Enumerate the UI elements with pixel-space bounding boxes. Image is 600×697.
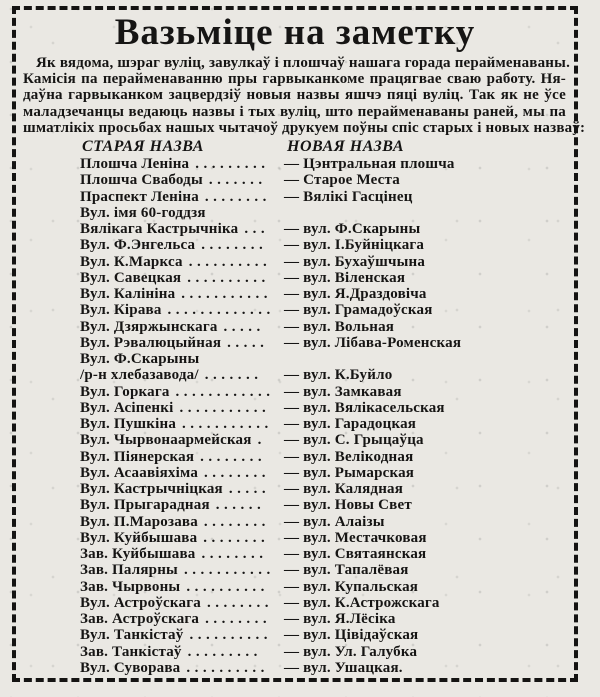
old-street-name: Вул. Суворава xyxy=(80,659,181,676)
rename-row xyxy=(80,335,574,351)
old-street-name: Зав. Палярны xyxy=(80,562,178,579)
dot-leader: ........... xyxy=(182,416,273,433)
old-street-name: Вул. Рэвалюцыйная xyxy=(80,334,222,351)
new-street-name: — Вялікі Гасцінец xyxy=(284,188,413,205)
rename-row xyxy=(80,660,574,676)
old-street-name-cell xyxy=(80,351,284,367)
old-street-name-cell xyxy=(80,302,284,318)
rename-row xyxy=(80,319,574,335)
old-street-name: Вул. П.Марозава xyxy=(80,513,198,530)
new-street-name: — Старое Места xyxy=(284,172,400,189)
new-name-column-header: НОВАЯ НАЗВА xyxy=(287,138,405,156)
rename-row xyxy=(80,432,574,448)
dot-leader: ........ xyxy=(204,188,271,205)
old-street-name-cell xyxy=(80,156,284,172)
dot-leader: .......... xyxy=(189,627,272,644)
old-street-name: Зав. Танкістаў xyxy=(80,643,182,660)
old-street-name-cell xyxy=(80,384,284,400)
new-street-name: — вул. Калядная xyxy=(284,481,404,498)
old-street-name: Вул. Калініна xyxy=(80,286,176,303)
old-street-name: Вул. Ф.Скарыны xyxy=(80,351,200,368)
old-name-column-header: СТАРАЯ НАЗВА xyxy=(82,138,204,156)
rename-row xyxy=(80,449,574,465)
old-street-name-cell xyxy=(80,286,284,302)
old-street-name-cell xyxy=(80,172,284,188)
old-street-name: Вул. Асіпенкі xyxy=(80,399,174,416)
rename-row xyxy=(80,156,574,172)
dot-leader: .......... xyxy=(186,659,269,676)
dot-leader: ..... xyxy=(227,334,269,351)
old-street-name-cell xyxy=(80,449,284,465)
rename-row xyxy=(80,611,574,627)
rename-row xyxy=(80,367,574,383)
intro-line: Як вядома, шэраг вуліц, завулкаў і плошчаў нашага горада перайменаваны. xyxy=(36,55,571,71)
old-street-name: Вул. Пушкіна xyxy=(80,416,177,433)
dashed-clip-border xyxy=(12,6,586,682)
dot-leader: ........ xyxy=(201,237,268,254)
rename-row xyxy=(80,172,574,188)
old-street-name: Зав. Куйбышава xyxy=(80,546,196,563)
new-street-name: — вул. Рымарская xyxy=(284,464,415,481)
dot-leader: ........... xyxy=(183,562,275,579)
new-street-name: — вул. Лібава-Роменская xyxy=(284,334,462,351)
old-street-name: Зав. Чырвоны xyxy=(80,578,181,595)
column-headers xyxy=(80,138,574,155)
dot-leader: ..... xyxy=(228,481,271,498)
old-street-name-cell xyxy=(80,497,284,513)
rename-row xyxy=(80,595,574,611)
rename-row xyxy=(80,644,574,660)
old-street-name-cell xyxy=(80,514,284,530)
rename-row xyxy=(80,189,574,205)
intro-paragraph xyxy=(23,55,586,136)
old-street-name-cell xyxy=(80,530,284,546)
old-street-name: Вул. Астроўскага xyxy=(80,594,201,611)
dot-leader: ........ xyxy=(206,594,273,611)
old-street-name-cell xyxy=(80,189,284,205)
old-street-name: Вул. Асаавіяхіма xyxy=(80,464,199,481)
new-street-name: — вул. Вялікасельская xyxy=(284,399,445,416)
old-street-name: Вул. Кірава xyxy=(80,302,162,319)
dot-leader: .......... xyxy=(187,269,270,286)
intro-line: Камісія па перайменаванню пры гарвыканкоме працягвае сваю работу. Ня- xyxy=(23,71,566,88)
rename-row xyxy=(80,562,574,578)
rename-row xyxy=(80,497,574,513)
new-street-name: — вул. Купальская xyxy=(284,578,419,595)
old-street-name-cell xyxy=(80,367,284,383)
old-street-name: Вул. Ф.Энгельса xyxy=(80,237,196,254)
dot-leader: ........ xyxy=(201,546,268,563)
old-street-name-cell xyxy=(80,465,284,481)
old-street-name: Плошча Леніна xyxy=(80,156,190,173)
new-street-name: — вул. Гарадоцкая xyxy=(284,416,417,433)
old-street-name: Вул. Чырвонаармейская xyxy=(80,432,252,449)
dot-leader: ..... xyxy=(223,318,265,335)
old-street-name-cell xyxy=(80,611,284,627)
old-street-name: Вул. Прыгарадная xyxy=(80,497,210,514)
old-street-name-cell xyxy=(80,400,284,416)
new-street-name: — вул. Местачковая xyxy=(284,529,427,546)
old-street-name-cell xyxy=(80,335,284,351)
rename-row xyxy=(80,530,574,546)
new-street-name: — вул. Цівідаўская xyxy=(284,627,419,644)
rename-row xyxy=(80,627,574,643)
new-street-name: — Цэнтральная плошча xyxy=(284,156,455,173)
new-street-name: — вул. К.Астрожскага xyxy=(284,594,440,611)
rename-row xyxy=(80,302,574,318)
old-street-name: Вул. Савецкая xyxy=(80,269,182,286)
rename-row xyxy=(80,205,574,221)
old-street-name: Вул. імя 60-годдзя xyxy=(80,204,206,221)
dot-leader: ........ xyxy=(204,464,271,481)
rename-row xyxy=(80,237,574,253)
old-street-name-cell xyxy=(80,205,284,221)
old-street-name: Вул. Горкага xyxy=(80,383,170,400)
old-street-name: Вул. Танкістаў xyxy=(80,627,184,644)
old-street-name-cell xyxy=(80,562,284,578)
rename-row xyxy=(80,400,574,416)
dot-leader: . xyxy=(257,432,266,449)
new-street-name: — вул. Вольная xyxy=(284,318,395,335)
dot-leader: ........... xyxy=(181,286,273,303)
dot-leader: ....... xyxy=(204,367,263,384)
old-street-name: Вул. Дзяржынскага xyxy=(80,318,218,335)
old-street-name-cell xyxy=(80,579,284,595)
rename-row xyxy=(80,514,574,530)
rename-row xyxy=(80,221,574,237)
dot-leader: ....... xyxy=(208,172,267,189)
intro-line: маладзечанцы ведаюць назвы і тых вуліц, што перайменаваны раней, мы па xyxy=(23,103,566,120)
old-street-name-cell xyxy=(80,254,284,270)
rename-row xyxy=(80,384,574,400)
dot-leader: .......... xyxy=(188,253,272,270)
old-street-name-cell xyxy=(80,237,284,253)
old-street-name: Вул. Піянерская xyxy=(80,448,195,465)
dot-leader: ...... xyxy=(215,497,266,514)
old-street-name: Плошча Свабоды xyxy=(80,172,203,189)
rename-row xyxy=(80,546,574,562)
new-street-name: — вул. Я.Драздовіча xyxy=(284,286,427,303)
new-street-name: — вул. Алаізы xyxy=(284,513,385,530)
rename-row xyxy=(80,270,574,286)
new-street-name: — вул. І.Буйніцкага xyxy=(284,237,425,254)
old-street-name-cell xyxy=(80,432,284,448)
new-street-name: — вул. Святаянская xyxy=(284,546,427,563)
old-street-name-cell xyxy=(80,416,284,432)
old-street-name: Вялікага Кастрычніка xyxy=(80,221,239,238)
old-street-name-cell xyxy=(80,627,284,643)
old-street-name-cell xyxy=(80,270,284,286)
old-street-name: Вул. Кастрычніцкая xyxy=(80,481,223,498)
new-street-name: — вул. Тапалёвая xyxy=(284,562,409,579)
dot-leader: ............ xyxy=(175,383,275,400)
rename-row xyxy=(80,286,574,302)
rename-list xyxy=(80,156,574,676)
dot-leader: ........ xyxy=(200,448,267,465)
new-street-name: — вул. Замкавая xyxy=(284,383,402,400)
new-street-name: — вул. К.Буйло xyxy=(284,367,393,384)
new-street-name: — вул. С. Грыцаўца xyxy=(284,432,424,449)
rename-row xyxy=(80,465,574,481)
old-street-name-cell xyxy=(80,660,284,676)
new-street-name: — вул. Бухаўшчына xyxy=(284,253,426,270)
new-street-name: — вул. Ф.Скарыны xyxy=(284,221,421,238)
old-street-name-cell xyxy=(80,221,284,237)
new-street-name: — вул. Віленская xyxy=(284,269,406,286)
rename-row xyxy=(80,579,574,595)
old-street-name: /р-н хлебазавода/ xyxy=(80,367,199,384)
new-street-name: — вул. Ушацкая. xyxy=(284,659,403,676)
dot-leader: ........... xyxy=(179,399,271,416)
new-street-name: — вул. Велікодная xyxy=(284,448,414,465)
old-street-name-cell xyxy=(80,546,284,562)
dot-leader: ... xyxy=(244,221,270,238)
new-street-name: — вул. Ул. Галубка xyxy=(284,643,418,660)
intro-line: шматлікіх просьбах нашых чытачоў друкуем поўны спіс старых і новых назваў: xyxy=(23,119,586,136)
old-street-name: Зав. Астроўскага xyxy=(80,611,200,628)
dot-leader: ........ xyxy=(205,611,272,628)
old-street-name: Вул. Куйбышава xyxy=(80,529,198,546)
dot-leader: ............. xyxy=(167,302,275,319)
dot-leader: ........ xyxy=(203,529,270,546)
old-street-name: Вул. К.Маркса xyxy=(80,253,183,270)
old-street-name: Праспект Леніна xyxy=(80,188,199,205)
new-street-name: — вул. Грамадоўская xyxy=(284,302,433,319)
rename-row xyxy=(80,254,574,270)
old-street-name-cell xyxy=(80,481,284,497)
new-street-name: — вул. Новы Свет xyxy=(284,497,412,514)
old-street-name-cell xyxy=(80,595,284,611)
old-street-name-cell xyxy=(80,644,284,660)
dot-leader: .......... xyxy=(186,578,269,595)
rename-row xyxy=(80,481,574,497)
dot-leader: ......... xyxy=(187,643,262,660)
dot-leader: ......... xyxy=(195,156,270,173)
old-street-name-cell xyxy=(80,319,284,335)
intro-line: даўна гарвыканком зацвердзіў новыя назвы яшчэ пяці вуліц. Так як не ўсе xyxy=(23,87,566,104)
new-street-name: — вул. Я.Лёсіка xyxy=(284,611,396,628)
dot-leader: ........ xyxy=(203,513,270,530)
clip-title: Вазьміце на заметку xyxy=(114,12,476,53)
rename-row xyxy=(80,416,574,432)
rename-row xyxy=(80,351,574,367)
